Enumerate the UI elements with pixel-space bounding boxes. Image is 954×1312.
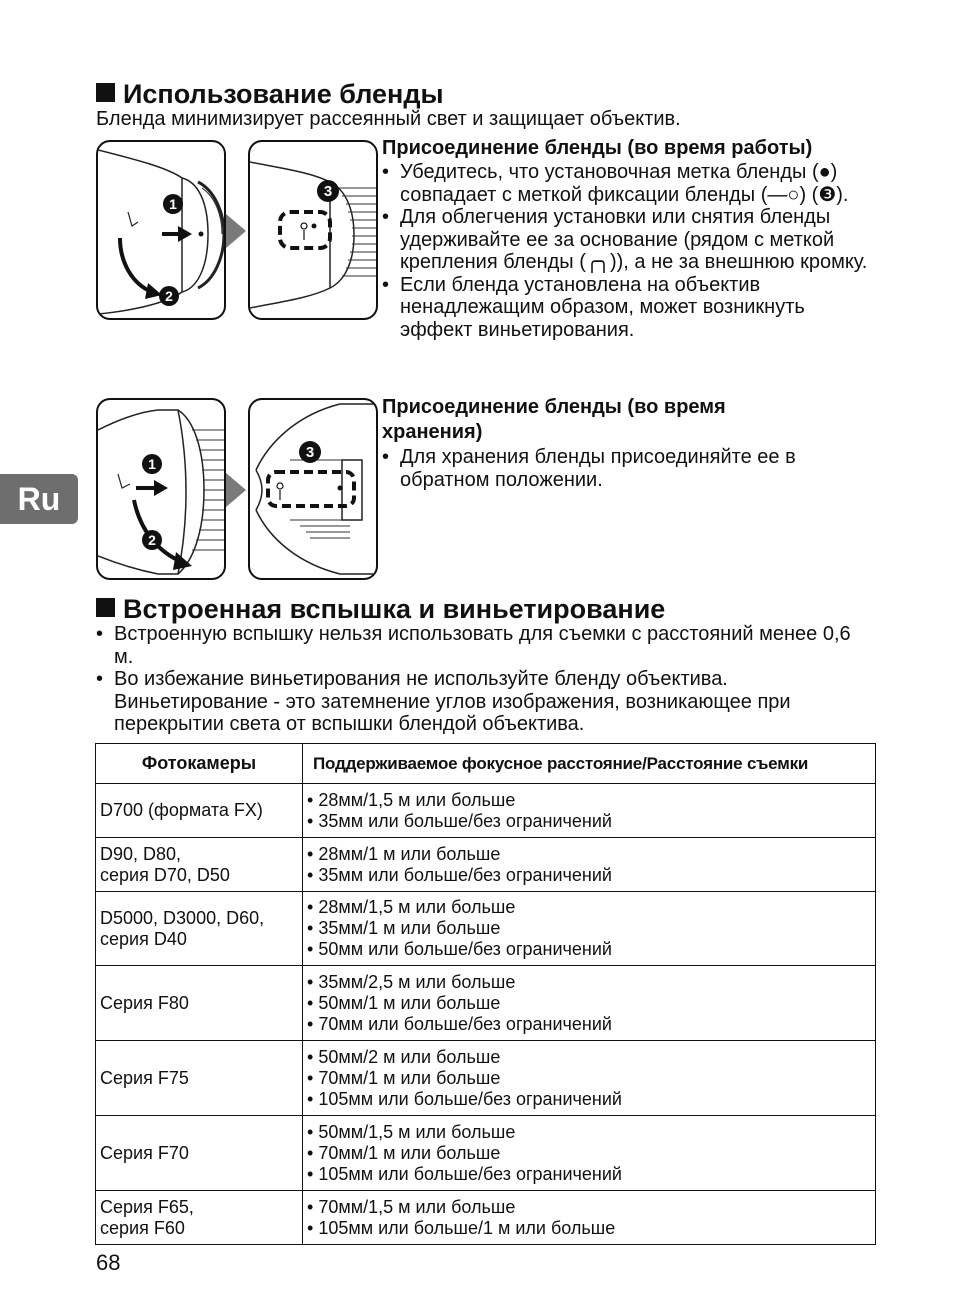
table-row bbox=[96, 784, 876, 838]
attach-storage-list bbox=[382, 446, 872, 491]
range-cell: • 50мм/1,5 м или больше • 70мм/1 м или больше • 105мм или больше/без ограничений bbox=[303, 1116, 876, 1191]
attach-storage-title: Присоединение бленды (во время хранения) bbox=[382, 396, 726, 443]
step-2-marker: 2 bbox=[165, 288, 173, 304]
compatibility-table bbox=[95, 743, 876, 1245]
table-row bbox=[96, 1116, 876, 1191]
attach-use-bullet: • Убедитесь, что установочная метка бленды (●) совпадает с меткой фиксации бленды (—○) (❸). bbox=[382, 161, 882, 206]
flash-vignetting-list bbox=[96, 623, 871, 736]
range-cell: • 28мм/1,5 м или больше • 35мм или больше/без ограничений bbox=[303, 784, 876, 838]
attach-use-title: Присоединение бленды (во время работы) bbox=[382, 137, 813, 159]
range-cell: • 28мм/1 м или больше • 35мм или больше/без ограничений bbox=[303, 838, 876, 892]
camera-cell: Серия F65, серия F60 bbox=[96, 1191, 303, 1245]
hood-attach-illustration-2 bbox=[248, 140, 378, 320]
step-1-marker: 1 bbox=[169, 196, 177, 212]
table-row bbox=[96, 892, 876, 966]
table-row bbox=[96, 838, 876, 892]
square-bullet-icon bbox=[96, 83, 115, 102]
step-2-marker: 2 bbox=[148, 532, 156, 548]
camera-cell: Серия F80 bbox=[96, 966, 303, 1041]
hood-storage-illustration-2 bbox=[248, 398, 378, 580]
step-1-marker: 1 bbox=[148, 456, 156, 472]
hood-storage-illustration-1 bbox=[96, 398, 226, 580]
section-title-lens-hood: Использование бленды bbox=[96, 79, 444, 109]
square-bullet-icon bbox=[96, 598, 115, 617]
table-row bbox=[96, 1191, 876, 1245]
attach-use-list bbox=[382, 161, 882, 341]
step-3-marker: 3 bbox=[305, 444, 315, 461]
attach-use-bullet: • Для облегчения установки или снятия бленды удерживайте ее за основание (рядом с меткой крепления бленды (╭╮)), а не за внешнюю кромку. bbox=[382, 206, 882, 274]
section-title-flash-vignetting: Встроенная вспышка и виньетирование bbox=[96, 594, 665, 624]
range-cell: • 50мм/2 м или больше • 70мм/1 м или больше • 105мм или больше/без ограничений bbox=[303, 1041, 876, 1116]
range-cell: • 28мм/1,5 м или больше • 35мм/1 м или больше • 50мм или больше/без ограничений bbox=[303, 892, 876, 966]
table-row bbox=[96, 966, 876, 1041]
camera-cell: Серия F70 bbox=[96, 1116, 303, 1191]
table-row bbox=[96, 1041, 876, 1116]
column-header-cameras: Фотокамеры bbox=[96, 744, 303, 784]
step-3-marker: 3 bbox=[323, 183, 333, 200]
flash-bullet: • Встроенную вспышку нельзя использовать для съемки с расстояний менее 0,6 м. bbox=[96, 623, 871, 668]
camera-cell: D5000, D3000, D60, серия D40 bbox=[96, 892, 303, 966]
range-cell: • 35мм/2,5 м или больше • 50мм/1 м или больше • 70мм или больше/без ограничений bbox=[303, 966, 876, 1041]
range-cell: • 70мм/1,5 м или больше • 105мм или больше/1 м или больше bbox=[303, 1191, 876, 1245]
flash-bullet: • Во избежание виньетирования не используйте бленду объектива. Виньетирование - это затемнение углов изображения, возникающее при перекрытии света от вспышки блендой объектива. bbox=[96, 668, 871, 736]
attach-storage-bullet: • Для хранения бленды присоединяйте ее в обратном положении. bbox=[382, 446, 872, 491]
camera-cell: D700 (формата FX) bbox=[96, 784, 303, 838]
camera-cell: Серия F75 bbox=[96, 1041, 303, 1116]
arrow-right-icon bbox=[226, 473, 246, 507]
page-number: 68 bbox=[96, 1250, 121, 1275]
attach-use-bullet: • Если бленда установлена на объектив ненадлежащим образом, может возникнуть эффект виньетирования. bbox=[382, 274, 882, 342]
camera-cell: D90, D80, серия D70, D50 bbox=[96, 838, 303, 892]
arrow-right-icon bbox=[226, 214, 246, 248]
language-tab: Ru bbox=[0, 474, 78, 524]
table-header-row bbox=[96, 744, 876, 784]
column-header-focal-range: Поддерживаемое фокусное расстояние/Расстояние съемки bbox=[303, 744, 876, 784]
hood-attach-illustration-1 bbox=[96, 140, 226, 320]
intro-text: Бленда минимизирует рассеянный свет и защищает объектив. bbox=[96, 108, 681, 130]
